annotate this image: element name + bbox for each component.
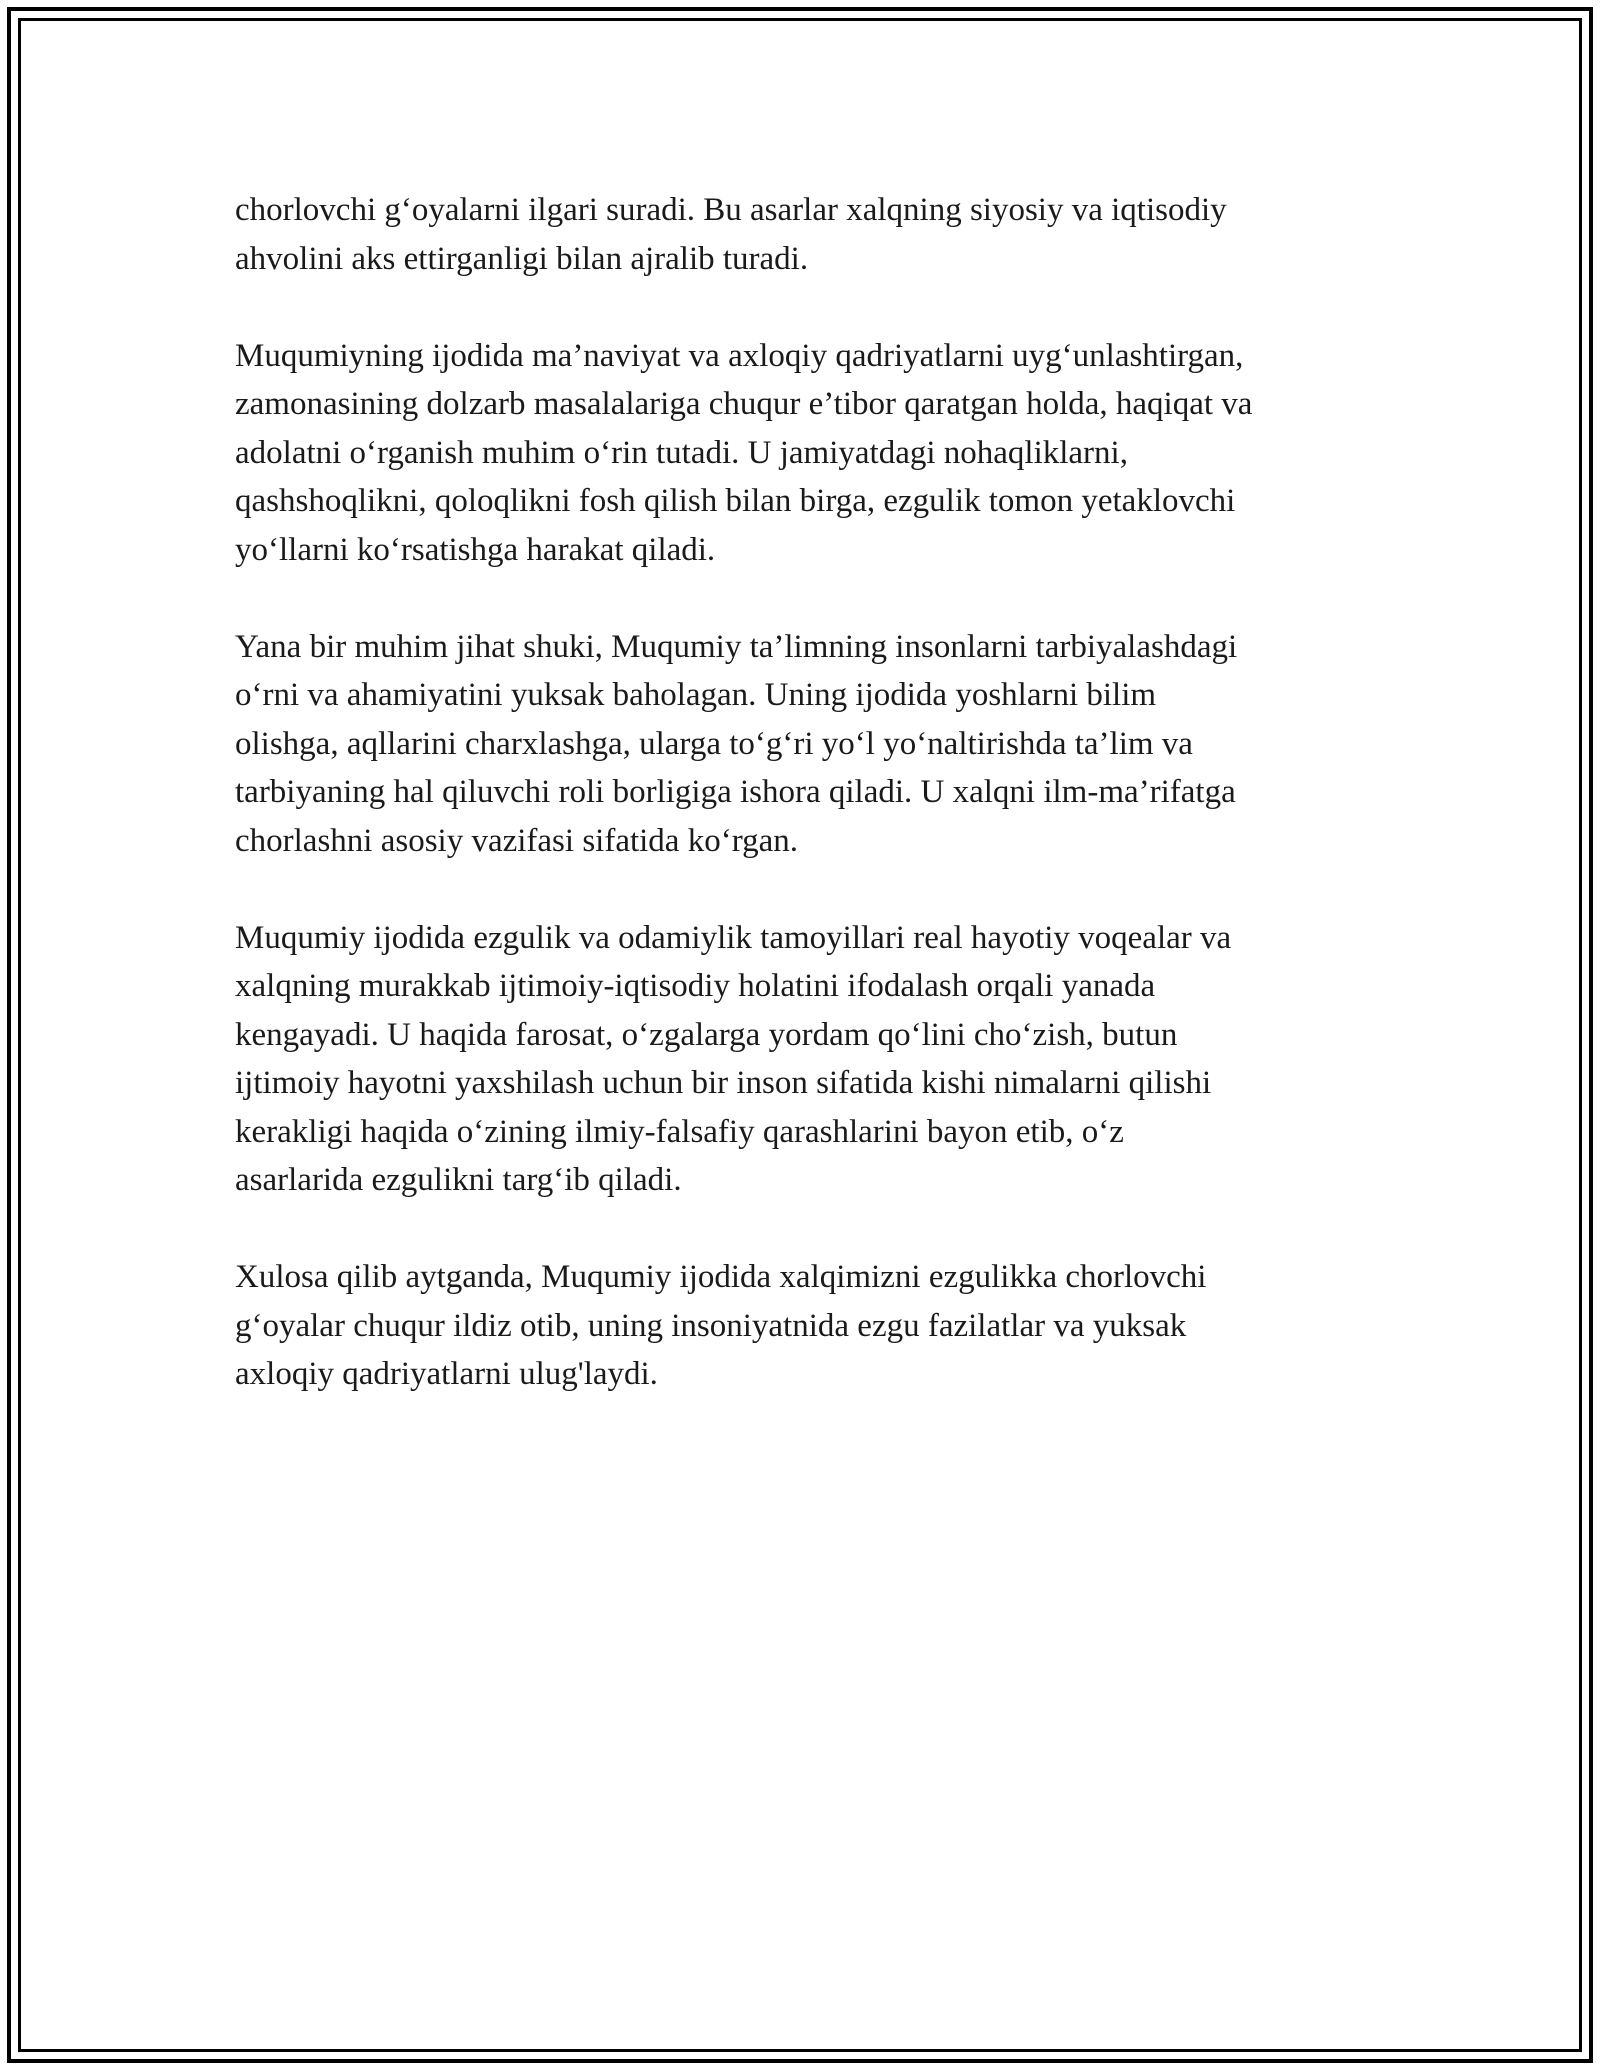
text-line: axloqiy qadriyatlarni ulug'laydi. [235,1356,658,1392]
text-line: asarlarida ezgulikni targ‘ib qiladi. [235,1162,682,1198]
text-line: tarbiyaning hal qiluvchi roli borligiga ishora qiladi. U xalqni ilm-ma’rifatga [235,774,1236,810]
text-line: ahvolini aks ettirganligi bilan ajralib turadi. [235,240,809,277]
text-line: xalqning murakkab ijtimoiy-iqtisodiy holatini ifodalash orqali yanada [235,968,1156,1004]
text-line: yo‘llarni ko‘rsatishga harakat qiladi. [235,531,716,568]
text-line: chorlashni asosiy vazifasi sifatida ko‘rgan. [235,822,798,859]
paragraph-2 [235,332,1385,575]
paragraph-3 [235,623,1385,866]
text-line: chorlovchi g‘oyalarni ilgari suradi. Bu asarlar xalqning siyosiy va iqtisodiy [235,192,1227,228]
text-line: kengayadi. U haqida farosat, o‘zgalarga yordam qo‘lini cho‘zish, butun [235,1016,1178,1053]
text-line: olishga, aqllarini charxlashga, ularga to‘g‘ri yo‘l yo‘naltirishda ta’lim va [235,725,1193,762]
paragraph-5 [235,1253,1385,1399]
text-line: Muqumiy ijodida ezgulik va odamiylik tamoyillari real hayotiy voqealar va [235,919,1232,956]
paragraph-1 [235,186,1385,283]
text-line: zamonasining dolzarb masalalariga chuqur e’tibor qaratgan holda, haqiqat va [235,386,1253,422]
document-body [235,186,1385,1447]
text-line: Xulosa qilib aytganda, Muqumiy ijodida xalqimizni ezgulikka chorlovchi [235,1259,1207,1295]
text-line: kerakligi haqida o‘zining ilmiy-falsafiy qarashlarini bayon etib, o‘z [235,1113,1124,1150]
text-line: o‘rni va ahamiyatini yuksak baholagan. Uning ijodida yoshlarni bilim [235,677,1157,713]
text-line: Muqumiyning ijodida ma’naviyat va axloqiy qadriyatlarni uyg‘unlashtirgan, [235,337,1244,374]
text-line: Yana bir muhim jihat shuki, Muqumiy ta’limning insonlarni tarbiyalashdagi [235,628,1238,665]
text-line: g‘oyalar chuqur ildiz otib, uning insoniyatnida ezgu fazilatlar va yuksak [235,1307,1187,1344]
text-line: adolatni o‘rganish muhim o‘rin tutadi. U jamiyatdagi nohaqliklarni, [235,434,1128,471]
paragraph-4 [235,914,1385,1205]
text-line: ijtimoiy hayotni yaxshilash uchun bir inson sifatida kishi nimalarni qilishi [235,1065,1212,1101]
text-line: qashshoqlikni, qoloqlikni fosh qilish bilan birga, ezgulik tomon yetaklovchi [235,483,1236,519]
